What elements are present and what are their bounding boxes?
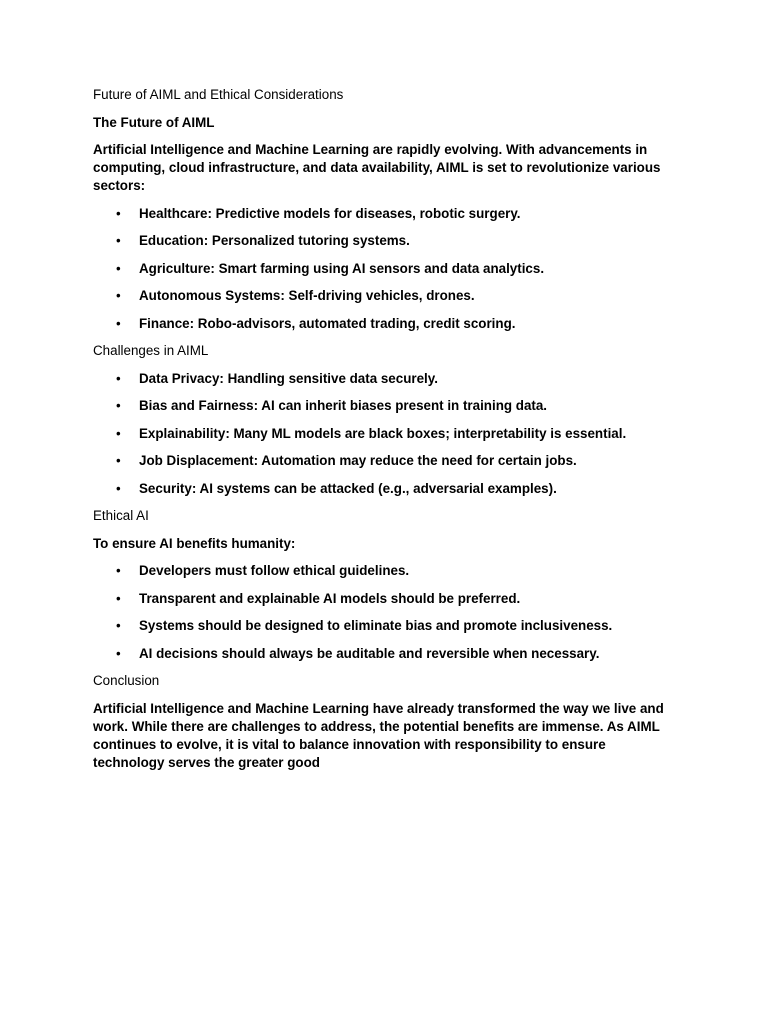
bullet-icon: • — [116, 370, 121, 386]
list-item: • AI decisions should always be auditable and reversible when necessary. — [116, 645, 600, 661]
list-item: • Security: AI systems can be attacked (e.g., adversarial examples). — [116, 480, 557, 496]
list-item: • Transparent and explainable AI models should be preferred. — [116, 590, 521, 606]
list-item: • Systems should be designed to eliminate bias and promote inclusiveness. — [116, 618, 613, 633]
list-item: • Education: Personalized tutoring systems. — [116, 233, 410, 248]
section-heading-challenges: Challenges in AIML — [93, 343, 209, 358]
section-heading-ethical: Ethical AI — [93, 508, 149, 523]
bullet-icon: • — [116, 233, 121, 248]
list-item: • Healthcare: Predictive models for diseases, robotic surgery. — [116, 205, 521, 221]
ethical-intro-paragraph: To ensure AI benefits humanity: — [93, 535, 296, 551]
bullet-icon: • — [116, 425, 121, 441]
bullet-icon: • — [116, 563, 121, 578]
list-item: • Explainability: Many ML models are black boxes; interpretability is essential. — [116, 425, 627, 441]
list-item: • Finance: Robo-advisors, automated trading, credit scoring. — [116, 315, 516, 331]
section-heading-conclusion: Conclusion — [93, 673, 160, 688]
section-heading-future: The Future of AIML — [93, 114, 215, 130]
conclusion-paragraph: Artificial Intelligence and Machine Learning have already transformed the way we live and work. While there are challenges to address, the potential benefits are immense. As AIML continues to evolve, it is vital to balance innovation with responsibility to ensure technology serves the greater good — [93, 700, 664, 770]
list-item: • Agriculture: Smart farming using AI sensors and data analytics. — [116, 260, 545, 276]
ethical-list — [93, 562, 676, 663]
future-intro-paragraph: Artificial Intelligence and Machine Learning are rapidly evolving. With advancements in computing, cloud infrastructure, and data availability, AIML is set to revolutionize various sectors: — [93, 142, 661, 193]
list-item: • Data Privacy: Handling sensitive data securely. — [116, 370, 438, 386]
bullet-icon: • — [116, 645, 121, 661]
future-sectors-list — [93, 205, 676, 333]
bullet-icon: • — [116, 315, 121, 331]
bullet-icon: • — [116, 453, 121, 468]
bullet-icon: • — [116, 480, 121, 496]
list-item: • Bias and Fairness: AI can inherit biases present in training data. — [116, 398, 548, 413]
list-item: • Autonomous Systems: Self-driving vehicles, drones. — [116, 288, 475, 303]
bullet-icon: • — [116, 205, 121, 221]
bullet-icon: • — [116, 590, 121, 606]
list-item: • Developers must follow ethical guidelines. — [116, 563, 410, 578]
bullet-icon: • — [116, 260, 121, 276]
bullet-icon: • — [116, 618, 121, 633]
bullet-icon: • — [116, 398, 121, 413]
document-title: Future of AIML and Ethical Considerations — [93, 87, 344, 102]
challenges-list — [93, 370, 676, 498]
list-item: • Job Displacement: Automation may reduce the need for certain jobs. — [116, 453, 577, 468]
bullet-icon: • — [116, 288, 121, 303]
